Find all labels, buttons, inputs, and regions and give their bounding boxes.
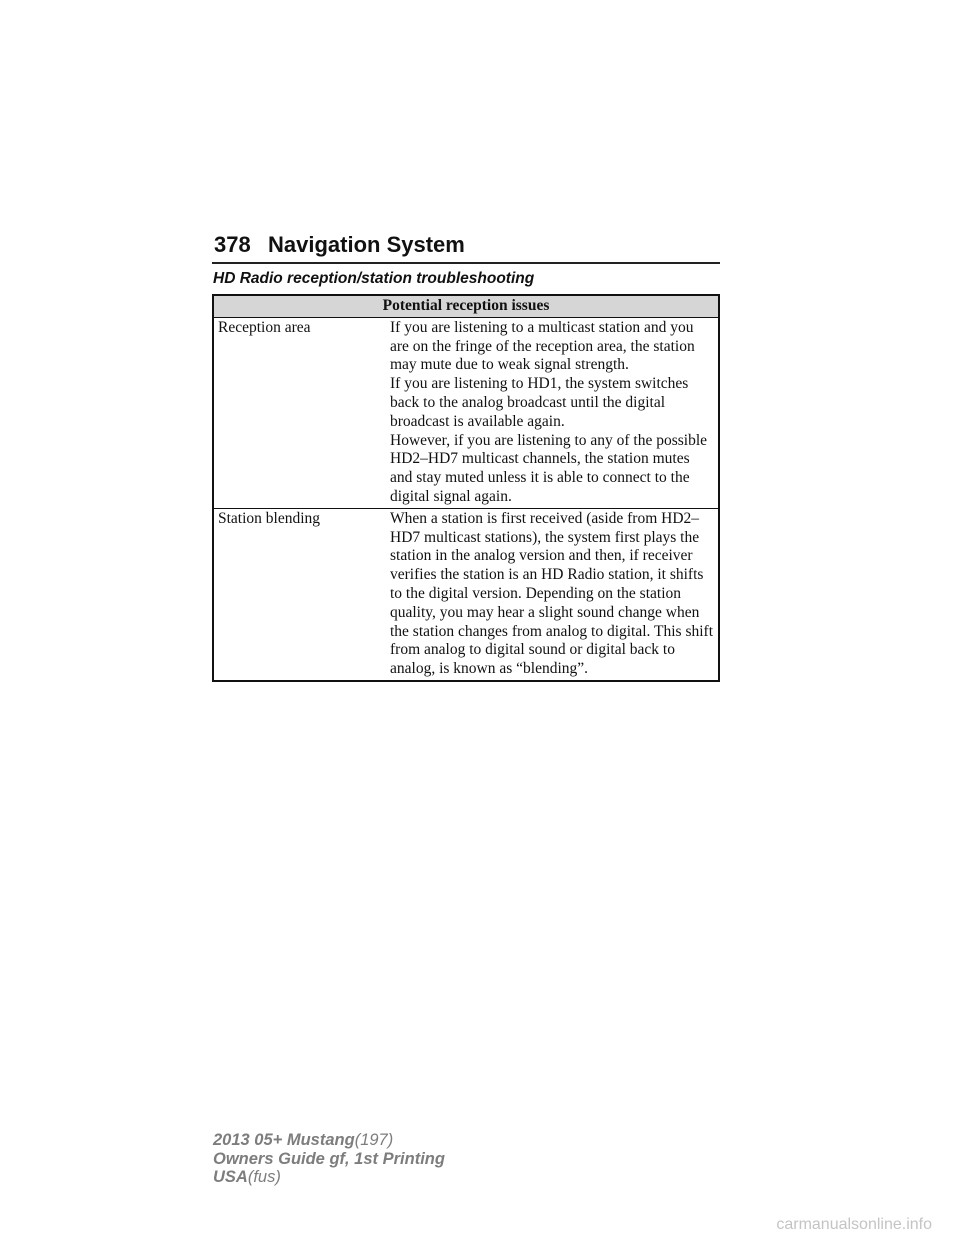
watermark: carmanualsonline.info	[776, 1216, 932, 1233]
description-paragraph: When a station is first received (aside from HD2–HD7 multicast stations), the system first plays the station in the analog version and then, if receiver verifies the station is an HD Radio station, it shifts to the digital version. Depending on the station quality, you may hear a slight sound change when the station changes from analog to digital. This shift from analog to digital sound or digital back to analog, is known as “blending”.	[390, 509, 714, 678]
footer-page-code: (197)	[354, 1131, 394, 1149]
reception-issues-table	[212, 294, 720, 682]
description-paragraph: However, if you are listening to any of the possible HD2–HD7 multicast channels, the station mutes and stay muted unless it is able to connect to the digital signal again.	[390, 431, 708, 505]
table-row	[213, 317, 719, 508]
footer-model: 2013 05+ Mustang	[213, 1131, 355, 1149]
footer-line	[213, 1168, 445, 1187]
table-row	[213, 508, 719, 681]
footer-line	[213, 1131, 445, 1150]
issue-label: Station blending	[213, 508, 386, 681]
issue-label: Reception area	[213, 317, 386, 508]
footer-market-code: (fus)	[247, 1168, 281, 1186]
page-header	[212, 232, 720, 264]
footer-market: USA	[213, 1168, 248, 1186]
page-number: 378	[214, 232, 251, 257]
issue-description	[386, 317, 719, 508]
footer-line	[213, 1150, 445, 1169]
chapter-title: Navigation System	[268, 232, 465, 257]
print-footer	[213, 1131, 445, 1187]
footer-guide: Owners Guide gf, 1st Printing	[213, 1149, 445, 1168]
table-caption: Potential reception issues	[213, 295, 719, 317]
description-paragraph: If you are listening to a multicast station and you are on the fringe of the reception area, the station may mute due to weak signal strength.	[390, 318, 695, 374]
table-header-row	[213, 295, 719, 317]
issue-description	[386, 508, 719, 681]
section-title: HD Radio reception/station troubleshooting	[213, 270, 535, 287]
description-paragraph: If you are listening to HD1, the system switches back to the analog broadcast until the digital broadcast is available again.	[390, 375, 689, 430]
